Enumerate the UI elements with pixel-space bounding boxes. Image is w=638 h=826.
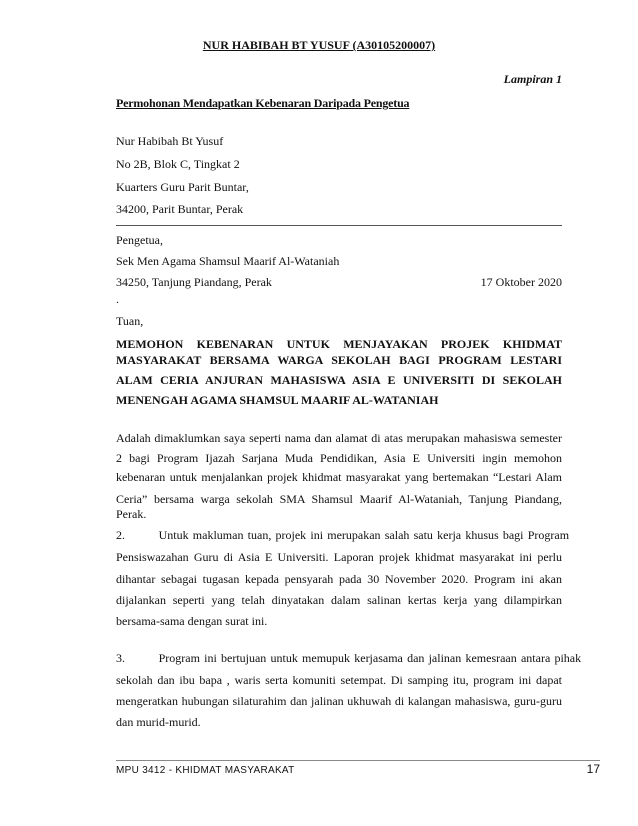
recipient-school: Sek Men Agama Shamsul Maarif Al-Wataniah	[116, 254, 340, 268]
sender-address-line-3: 34200, Parit Buntar, Perak	[116, 202, 244, 216]
attachment-label: Lampiran 1	[503, 72, 562, 86]
paragraph-3-line: dan murid-murid.	[116, 715, 201, 729]
sender-address-line-1: No 2B, Blok C, Tingkat 2	[116, 157, 240, 171]
paragraph-1-line: kebenaran untuk menjalankan projek khidmat masyarakat yang bertemakan “Lestari Alam	[116, 470, 562, 484]
page-number: 17	[586, 762, 600, 776]
salutation: Tuan,	[116, 314, 144, 328]
sender-address-line-2: Kuarters Guru Parit Buntar,	[116, 180, 249, 194]
recipient-title: Pengetua,	[116, 233, 163, 247]
paragraph-3-line: 3. Program ini bertujuan untuk memupuk kerjasama dan jalinan kemesraan antara pihak	[116, 651, 582, 665]
paragraph-3-line: mengeratkan hubungan silaturahim dan jalinan ukhuwah di kalangan mahasiswa, guru-guru	[116, 694, 562, 708]
subject-heading: Permohonan Mendapatkan Kebenaran Daripada Pengetua	[116, 96, 410, 110]
paragraph-1-line: 2 bagi Program Ijazah Sarjana Muda Pendidikan, Asia E Universiti ingin memohon	[116, 451, 562, 465]
heading-line: MASYARAKAT BERSAMA WARGA SEKOLAH BAGI PROGRAM LESTARI	[116, 353, 562, 367]
heading-line: MEMOHON KEBENARAN UNTUK MENJAYAKAN PROJEK KHIDMAT	[116, 337, 562, 351]
dot-mark: .	[116, 292, 119, 306]
paragraph-2-line: bersama-sama dengan surat ini.	[116, 614, 268, 628]
footer-course: MPU 3412 - KHIDMAT MASYARAKAT	[116, 765, 295, 776]
divider-line	[116, 225, 562, 226]
recipient-address: 34250, Tanjung Piandang, Perak	[116, 275, 272, 289]
paragraph-3-line: sekolah dan ibu bapa , waris serta komuniti setempat. Di samping itu, program ini dapat	[116, 673, 562, 687]
paragraph-1-line: Ceria” bersama warga sekolah SMA Shamsul Maarif Al-Wataniah, Tanjung Piandang, Perak.	[116, 492, 562, 521]
document-title: NUR HABIBAH BT YUSUF (A30105200007)	[202, 38, 436, 52]
heading-line: ALAM CERIA ANJURAN MAHASISWA ASIA E UNIVERSITI DI SEKOLAH	[116, 373, 562, 387]
paragraph-2-line: 2. Untuk makluman tuan, projek ini merupakan salah satu kerja khusus bagi Program	[116, 528, 570, 542]
paragraph-2-line: Pensiswazahan Guru di Asia E Universiti. Laporan projek khidmat masyarakat ini perlu	[116, 550, 562, 564]
paragraph-2-line: dihantar sebagai tugasan kepada pensyarah pada 30 November 2020. Program ini akan	[116, 572, 562, 586]
letter-date: 17 Oktober 2020	[480, 275, 562, 289]
heading-line: MENENGAH AGAMA SHAMSUL MAARIF AL-WATANIAH	[116, 393, 439, 407]
footer-rule	[116, 760, 600, 761]
sender-name: Nur Habibah Bt Yusuf	[116, 134, 224, 148]
paragraph-2-line: dijalankan seperti yang telah dinyatakan dalam salinan kertas kerja yang dilampirkan	[116, 593, 562, 607]
paragraph-1-line: Adalah dimaklumkan saya seperti nama dan alamat di atas merupakan mahasiswa semester	[116, 431, 562, 445]
